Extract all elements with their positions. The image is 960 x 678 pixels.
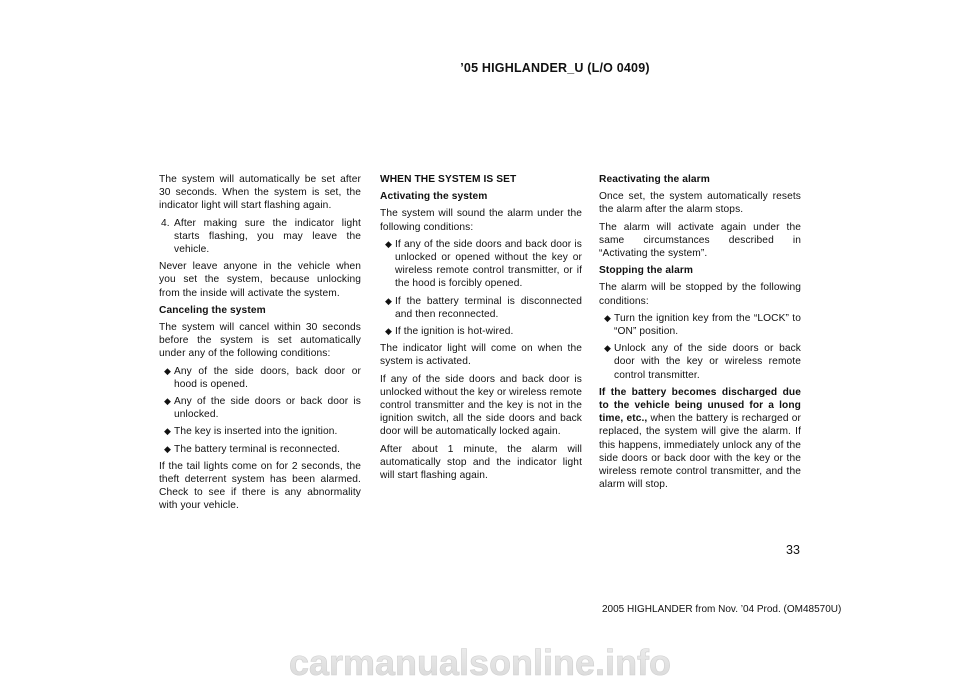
paragraph: The system will sound the alarm under the following conditions: xyxy=(380,208,582,233)
page-number: 33 xyxy=(786,543,800,557)
document-footer: 2005 HIGHLANDER from Nov. ’04 Prod. (OM48570U) xyxy=(602,604,842,615)
subheading: Canceling the system xyxy=(159,304,266,316)
column-1 xyxy=(159,173,361,517)
step-number: 4. xyxy=(161,217,170,229)
paragraph: The indicator light will come on when the system is activated. xyxy=(380,343,582,368)
step-text: After making sure the indicator light starts flashing, you may leave the vehicle. xyxy=(174,217,361,256)
paragraph: If the tail lights come on for 2 seconds, the theft deterrent system has been alarmed. Check to see if there is any abnormality with your vehicle. xyxy=(159,460,361,512)
paragraph xyxy=(599,386,801,492)
bullet-list xyxy=(599,312,801,382)
bullet-icon: ◆ xyxy=(604,343,612,354)
watermark xyxy=(0,648,960,678)
bullet-icon: ◆ xyxy=(385,295,393,306)
list-item: ◆ The key is inserted into the ignition. xyxy=(164,426,338,438)
paragraph: The system will automatically be set after 30 seconds. When the system is set, the indicator light will start flashing again. xyxy=(159,174,361,212)
subheading: Reactivating the alarm xyxy=(599,174,710,185)
list-item: ◆ Turn the ignition key from the “LOCK” to “ON” position. xyxy=(604,312,801,338)
section-heading: WHEN THE SYSTEM IS SET xyxy=(380,174,517,185)
paragraph: If any of the side doors and back door is unlocked without the key or wireless remote control transmitter and the key is not in the ignition switch, all the side doors and back door will be automatically locked again. xyxy=(380,373,582,438)
watermark-logo xyxy=(0,648,960,678)
column-2 xyxy=(380,173,582,486)
bullet-icon: ◆ xyxy=(164,396,172,407)
bullet-icon: ◆ xyxy=(604,312,612,323)
paragraph: Never leave anyone in the vehicle when you set the system, because unlocking from the inside will activate the system. xyxy=(159,261,361,299)
subheading: Activating the system xyxy=(380,191,488,203)
bullet-icon: ◆ xyxy=(164,443,172,454)
list-item: ◆ The battery terminal is reconnected. xyxy=(164,443,341,455)
bullet-list xyxy=(159,365,361,456)
list-item: ◆ If the battery terminal is disconnected and then reconnected. xyxy=(385,295,582,320)
document-header: ’05 HIGHLANDER_U (L/O 0409) xyxy=(460,61,650,75)
paragraph: After about 1 minute, the alarm will automatically stop and the indicator light will start flashing again. xyxy=(380,443,582,482)
paragraph: The alarm will be stopped by the following conditions: xyxy=(599,282,801,307)
bullet-list xyxy=(380,238,582,338)
list-item: ◆ Unlock any of the side doors or back door with the key or wireless remote control transmitter. xyxy=(604,343,801,381)
bold-lead: If the battery becomes discharged due to the vehicle being unused for a long time, etc., xyxy=(599,386,801,425)
list-item: ◆ If any of the side doors and back door is unlocked or opened without the key or wireless remote control transmitter, or if the hood is forcibly opened. xyxy=(385,238,582,290)
subheading: Stopping the alarm xyxy=(599,265,694,277)
list-item: ◆ If the ignition is hot-wired. xyxy=(385,326,514,338)
bullet-icon: ◆ xyxy=(385,238,393,249)
paragraph: The alarm will activate again under the same circumstances described in “Activating the system”. xyxy=(599,221,801,260)
paragraph-rest: when the battery is recharged or replaced, the system will give the alarm. If this happens, immediately unlock any of the side doors or back door with the key or the wireless remote control transmitter, and the alarm will stop. xyxy=(599,413,802,491)
bullet-icon: ◆ xyxy=(164,426,172,437)
watermark-text: carmanualsonline.info xyxy=(288,648,672,678)
paragraph: Once set, the system automatically resets the alarm after the alarm stops. xyxy=(599,191,801,216)
bullet-icon: ◆ xyxy=(164,365,172,376)
column-3 xyxy=(599,173,801,495)
bullet-icon: ◆ xyxy=(385,326,393,337)
list-item: ◆ Any of the side doors or back door is unlocked. xyxy=(164,396,361,421)
list-item: ◆ Any of the side doors, back door or hood is opened. xyxy=(164,365,361,390)
paragraph: The system will cancel within 30 seconds before the system is set automatically under any of the following conditions: xyxy=(159,322,361,360)
numbered-step xyxy=(159,217,361,257)
